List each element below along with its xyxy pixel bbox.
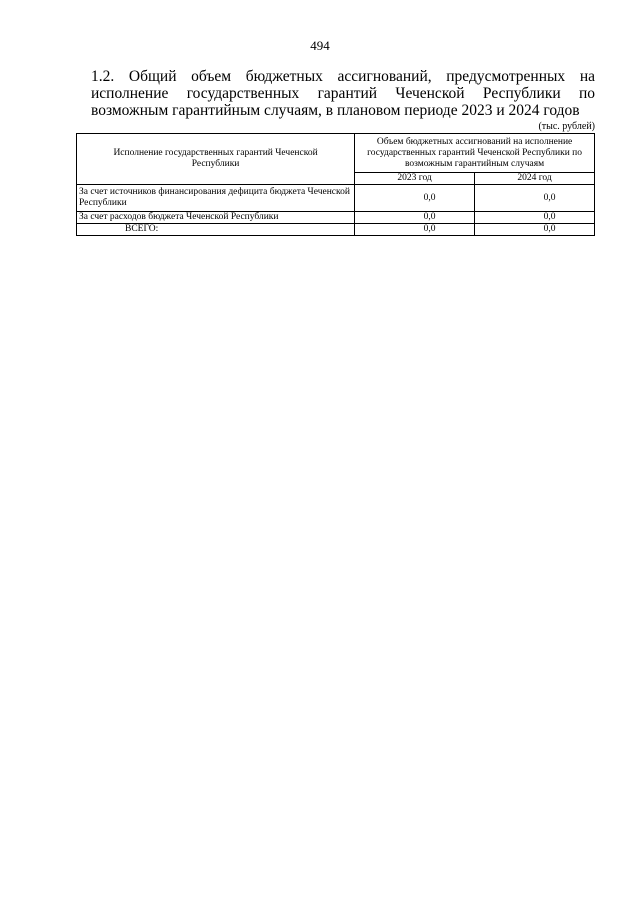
section-heading: 1.2. Общий объем бюджетных ассигнований, предусмотренных на исполнение государственных гарантий Чеченской Республики по возможным гарантийным случаям, в плановом периоде 2023 и 2024 годов <box>91 68 595 119</box>
total-value-2023: 0,0 <box>355 224 475 236</box>
page-number: 494 <box>310 38 330 53</box>
unit-label: (тыс. рублей) <box>538 121 595 132</box>
header-label-cell: Исполнение государственных гарантий Чеченской Республики <box>77 134 355 185</box>
table-row <box>77 185 595 212</box>
header-group-cell: Объем бюджетных ассигнований на исполнение государственных гарантий Чеченской Республики по возможным гарантийным случаям <box>355 134 595 173</box>
row-value-2024: 0,0 <box>475 185 595 212</box>
row-value-2023: 0,0 <box>355 212 475 224</box>
row-value-2024: 0,0 <box>475 212 595 224</box>
row-value-2023: 0,0 <box>355 185 475 212</box>
row-label: За счет расходов бюджета Чеченской Республики <box>77 212 355 224</box>
total-value-2024: 0,0 <box>475 224 595 236</box>
table-total-row <box>77 224 595 236</box>
table-header-row <box>77 134 595 173</box>
header-year-2023: 2023 год <box>355 173 475 185</box>
row-label: За счет источников финансирования дефицита бюджета Чеченской Республики <box>77 185 355 212</box>
budget-table <box>76 133 595 236</box>
total-label: ВСЕГО: <box>77 224 355 236</box>
header-year-2024: 2024 год <box>475 173 595 185</box>
table-row <box>77 212 595 224</box>
